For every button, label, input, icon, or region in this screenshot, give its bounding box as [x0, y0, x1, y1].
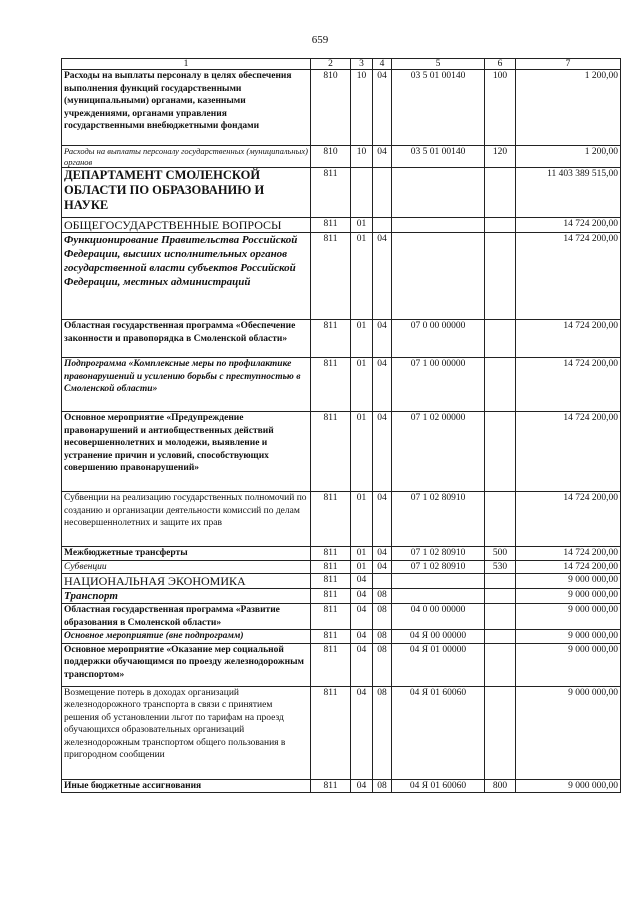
row-name: Транспорт [62, 589, 311, 604]
row-admin-code: 811 [311, 492, 351, 547]
row-expense-type: 500 [485, 547, 516, 561]
header-cell-1: 1 [62, 59, 311, 70]
table-row [62, 604, 621, 630]
row-name: Субвенции на реализацию государственных полномочий по созданию и организации деятельности комиссий по делам несовершеннолетних и защите их прав [62, 492, 311, 547]
row-target-article: 03 5 01 00140 [392, 70, 485, 146]
row-expense-type: 120 [485, 146, 516, 168]
row-subsection: 08 [373, 779, 392, 793]
row-section: 04 [351, 686, 373, 779]
row-amount: 9 000 000,00 [516, 779, 621, 793]
table-row [62, 589, 621, 604]
row-target-article [392, 168, 485, 218]
row-name: Расходы на выплаты персоналу государственных (муниципальных) органов [62, 146, 311, 168]
header-cell-4: 4 [373, 59, 392, 70]
row-target-article: 07 1 00 00000 [392, 358, 485, 412]
row-section: 04 [351, 630, 373, 644]
row-subsection: 04 [373, 70, 392, 146]
table-row [62, 412, 621, 492]
budget-table [61, 58, 621, 793]
row-section: 01 [351, 233, 373, 320]
row-expense-type: 530 [485, 560, 516, 574]
row-name: ДЕПАРТАМЕНТ СМОЛЕНСКОЙ ОБЛАСТИ ПО ОБРАЗОВАНИЮ И НАУКЕ [62, 168, 311, 218]
row-expense-type [485, 574, 516, 589]
row-expense-type [485, 320, 516, 358]
row-expense-type [485, 168, 516, 218]
row-subsection: 08 [373, 589, 392, 604]
row-subsection: 04 [373, 547, 392, 561]
header-row [62, 59, 621, 70]
row-amount: 1 200,00 [516, 70, 621, 146]
row-expense-type: 100 [485, 70, 516, 146]
row-subsection: 04 [373, 320, 392, 358]
table-row [62, 70, 621, 146]
row-target-article: 07 1 02 80910 [392, 560, 485, 574]
row-admin-code: 811 [311, 233, 351, 320]
row-amount: 14 724 200,00 [516, 547, 621, 561]
row-amount: 9 000 000,00 [516, 604, 621, 630]
row-target-article: 03 5 01 00140 [392, 146, 485, 168]
header-cell-7: 7 [516, 59, 621, 70]
row-expense-type [485, 630, 516, 644]
row-subsection: 04 [373, 492, 392, 547]
row-target-article [392, 233, 485, 320]
row-section: 10 [351, 70, 373, 146]
page-number: 659 [311, 34, 329, 46]
row-expense-type [485, 686, 516, 779]
row-section: 04 [351, 604, 373, 630]
row-admin-code: 811 [311, 643, 351, 686]
row-target-article: 07 0 00 00000 [392, 320, 485, 358]
row-amount: 14 724 200,00 [516, 560, 621, 574]
table-row [62, 492, 621, 547]
row-expense-type [485, 358, 516, 412]
table-row [62, 560, 621, 574]
row-section: 01 [351, 358, 373, 412]
row-name: Подпрограмма «Комплексные меры по профилактике правонарушений и усилению борьбы с преступностью в Смоленской области» [62, 358, 311, 412]
row-subsection: 04 [373, 146, 392, 168]
table-row [62, 630, 621, 644]
row-admin-code: 811 [311, 358, 351, 412]
row-amount: 14 724 200,00 [516, 492, 621, 547]
row-name: ОБЩЕГОСУДАРСТВЕННЫЕ ВОПРОСЫ [62, 218, 311, 233]
row-admin-code: 811 [311, 686, 351, 779]
row-subsection: 04 [373, 233, 392, 320]
table-row [62, 218, 621, 233]
row-admin-code: 811 [311, 589, 351, 604]
table-row [62, 686, 621, 779]
row-amount: 9 000 000,00 [516, 686, 621, 779]
row-target-article: 04 Я 01 60060 [392, 686, 485, 779]
row-section: 01 [351, 492, 373, 547]
row-admin-code: 811 [311, 218, 351, 233]
row-section: 01 [351, 560, 373, 574]
table-row [62, 320, 621, 358]
header-cell-6: 6 [485, 59, 516, 70]
row-admin-code: 811 [311, 574, 351, 589]
row-subsection: 08 [373, 686, 392, 779]
row-expense-type: 800 [485, 779, 516, 793]
table-row [62, 643, 621, 686]
header-cell-2: 2 [311, 59, 351, 70]
row-subsection: 08 [373, 630, 392, 644]
row-subsection [373, 574, 392, 589]
row-amount: 1 200,00 [516, 146, 621, 168]
row-amount: 11 403 389 515,00 [516, 168, 621, 218]
row-name: Субвенции [62, 560, 311, 574]
row-subsection: 04 [373, 412, 392, 492]
row-expense-type [485, 589, 516, 604]
row-target-article [392, 589, 485, 604]
row-admin-code: 811 [311, 779, 351, 793]
row-section: 04 [351, 574, 373, 589]
row-amount: 9 000 000,00 [516, 643, 621, 686]
table-row [62, 168, 621, 218]
row-name: Основное мероприятие (вне подпрограмм) [62, 630, 311, 644]
row-amount: 9 000 000,00 [516, 630, 621, 644]
row-name: Межбюджетные трансферты [62, 547, 311, 561]
row-subsection: 04 [373, 560, 392, 574]
row-subsection: 08 [373, 604, 392, 630]
row-target-article: 07 1 02 80910 [392, 547, 485, 561]
row-section: 01 [351, 218, 373, 233]
row-admin-code: 811 [311, 168, 351, 218]
table-row [62, 358, 621, 412]
table-row [62, 574, 621, 589]
row-name: Возмещение потерь в доходах организаций железнодорожного транспорта в связи с принятием решения об установлении льгот по тарифам на проезд обучающихся образовательных организаций железнодорожным транспортом общего пользования в пригородном сообщении [62, 686, 311, 779]
row-amount: 14 724 200,00 [516, 218, 621, 233]
row-admin-code: 811 [311, 320, 351, 358]
row-admin-code: 811 [311, 630, 351, 644]
row-amount: 14 724 200,00 [516, 358, 621, 412]
row-name: Расходы на выплаты персоналу в целях обеспечения выполнения функций государственными (муниципальными) органами, казенными учреждениями, органами управления государственными внебюджетными фондами [62, 70, 311, 146]
row-subsection [373, 168, 392, 218]
row-admin-code: 811 [311, 560, 351, 574]
table-row [62, 779, 621, 793]
row-target-article: 07 1 02 00000 [392, 412, 485, 492]
row-admin-code: 811 [311, 412, 351, 492]
row-subsection: 08 [373, 643, 392, 686]
row-section: 04 [351, 643, 373, 686]
row-expense-type [485, 412, 516, 492]
header-cell-5: 5 [392, 59, 485, 70]
row-section: 01 [351, 547, 373, 561]
row-subsection [373, 218, 392, 233]
row-name: Основное мероприятие «Предупреждение правонарушений и антиобщественных действий несовершеннолетних и молодежи, выявление и устранение причин и условий, способствующих совершению правонарушений» [62, 412, 311, 492]
row-section: 04 [351, 589, 373, 604]
row-admin-code: 810 [311, 146, 351, 168]
row-section: 01 [351, 320, 373, 358]
row-target-article: 04 0 00 00000 [392, 604, 485, 630]
row-expense-type [485, 233, 516, 320]
row-target-article: 07 1 02 80910 [392, 492, 485, 547]
row-name: Иные бюджетные ассигнования [62, 779, 311, 793]
row-target-article [392, 574, 485, 589]
row-section: 01 [351, 412, 373, 492]
row-amount: 9 000 000,00 [516, 589, 621, 604]
row-target-article: 04 Я 00 00000 [392, 630, 485, 644]
row-admin-code: 810 [311, 70, 351, 146]
table-row [62, 233, 621, 320]
row-amount: 14 724 200,00 [516, 412, 621, 492]
row-target-article [392, 218, 485, 233]
row-section: 04 [351, 779, 373, 793]
table-row [62, 146, 621, 168]
row-amount: 14 724 200,00 [516, 320, 621, 358]
row-target-article: 04 Я 01 00000 [392, 643, 485, 686]
row-section [351, 168, 373, 218]
row-target-article: 04 Я 01 60060 [392, 779, 485, 793]
row-name: НАЦИОНАЛЬНАЯ ЭКОНОМИКА [62, 574, 311, 589]
header-cell-3: 3 [351, 59, 373, 70]
row-name: Основное мероприятие «Оказание мер социальной поддержки обучающимся по проезду железнодорожным транспортом» [62, 643, 311, 686]
row-expense-type [485, 643, 516, 686]
row-section: 10 [351, 146, 373, 168]
row-amount: 14 724 200,00 [516, 233, 621, 320]
row-name: Функционирование Правительства Российской Федерации, высших исполнительных органов государственной власти субъектов Российской Федерации, местных администраций [62, 233, 311, 320]
row-admin-code: 811 [311, 547, 351, 561]
row-name: Областная государственная программа «Развитие образования в Смоленской области» [62, 604, 311, 630]
row-name: Областная государственная программа «Обеспечение законности и правопорядка в Смоленской области» [62, 320, 311, 358]
row-amount: 9 000 000,00 [516, 574, 621, 589]
table-row [62, 547, 621, 561]
row-expense-type [485, 218, 516, 233]
row-admin-code: 811 [311, 604, 351, 630]
row-expense-type [485, 604, 516, 630]
row-subsection: 04 [373, 358, 392, 412]
row-expense-type [485, 492, 516, 547]
